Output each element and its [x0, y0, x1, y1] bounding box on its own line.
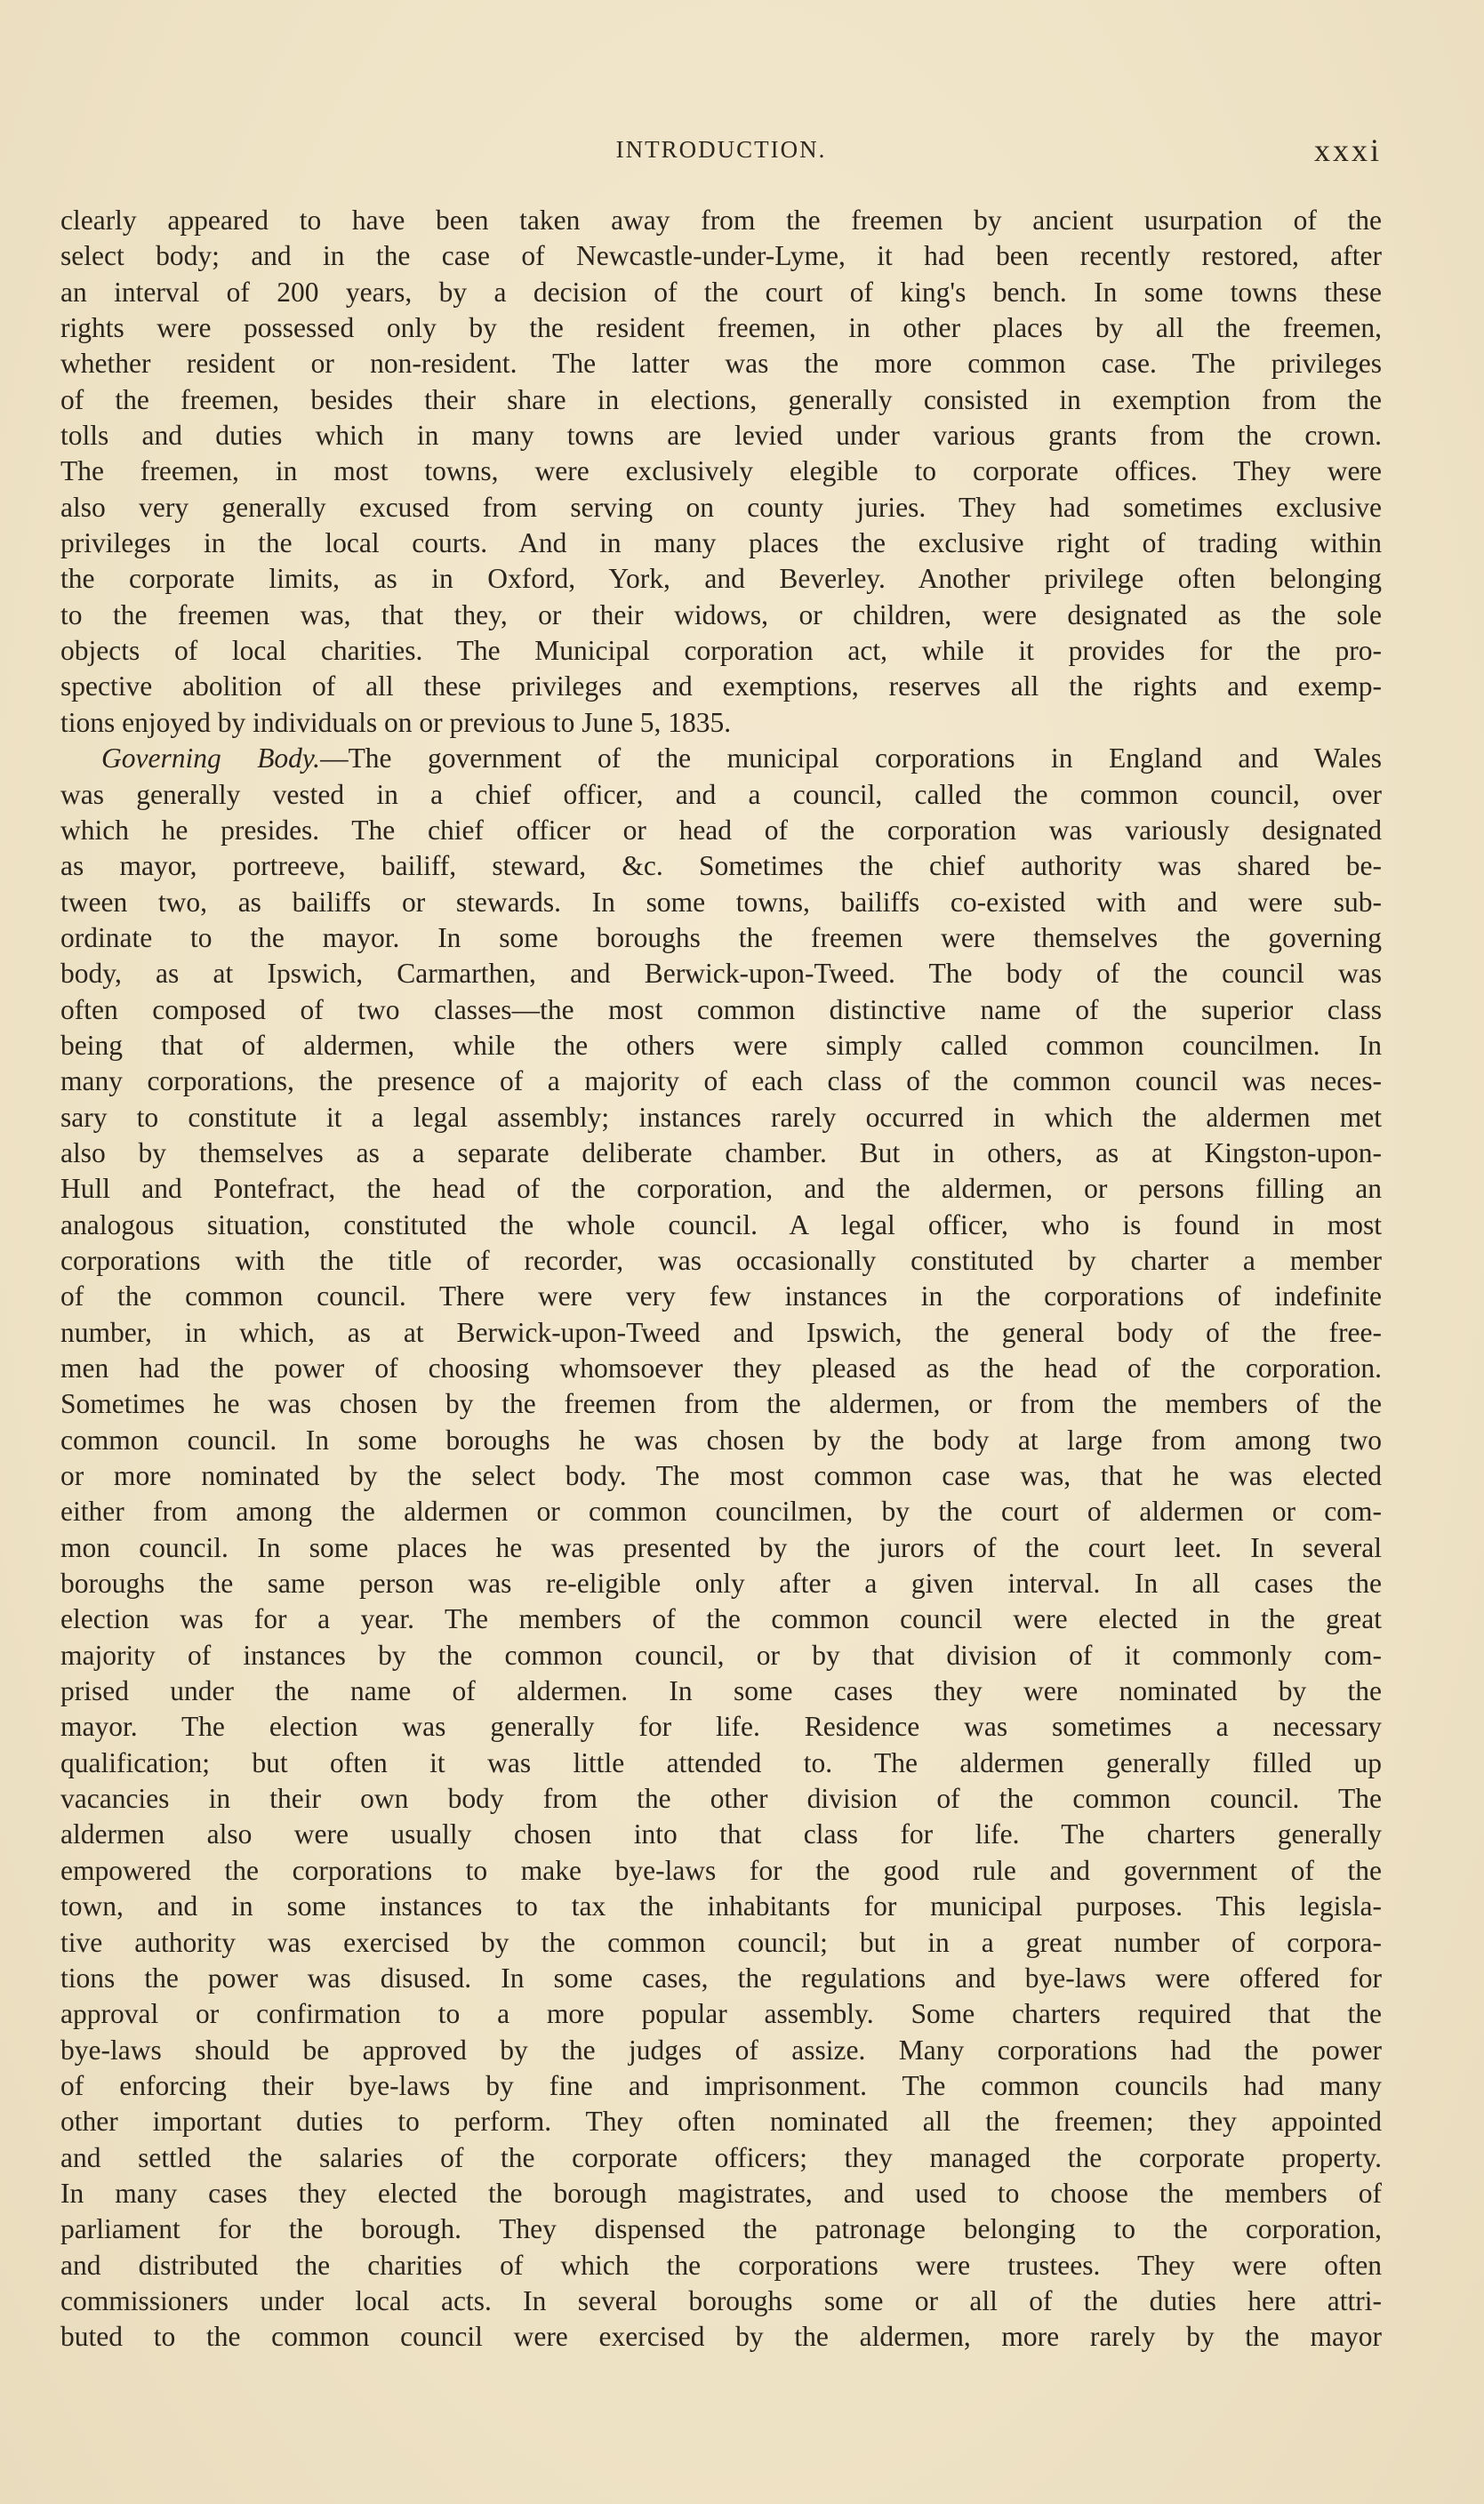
text-line: men had the power of choosing whomsoever they pleased as the head of the corporation. — [60, 1352, 1382, 1384]
text-line: as mayor, portreeve, bailiff, steward, &c. Sometimes the chief authority was shared be- — [60, 850, 1382, 882]
text-line: In many cases they elected the borough magistrates, and used to choose the members of — [60, 2177, 1382, 2209]
text-line: tween two, as bailiffs or stewards. In some towns, bailiffs co-existed with and were sub- — [60, 886, 1382, 918]
text-line: and settled the salaries of the corporate officers; they managed the corporate property. — [60, 2141, 1382, 2173]
text-line: whether resident or non-resident. The latter was the more common case. The privileges — [60, 348, 1382, 380]
text-line: tions enjoyed by individuals on or previous to June 5, 1835. — [60, 706, 732, 738]
text-line: ordinate to the mayor. In some boroughs the freemen were themselves the governing — [60, 921, 1382, 953]
running-head — [60, 132, 1382, 167]
text-line: analogous situation, constituted the whole council. A legal officer, who is found in most — [60, 1208, 1382, 1240]
text-line: which he presides. The chief officer or head of the corporation was variously designated — [60, 814, 1382, 846]
text-line: many corporations, the presence of a majority of each class of the common council was neces- — [60, 1065, 1382, 1097]
text-line: Hull and Pontefract, the head of the corporation, and the aldermen, or persons filling an — [60, 1173, 1382, 1205]
text-line: mayor. The election was generally for life. Residence was sometimes a necessary — [60, 1711, 1382, 1743]
text-line: Sometimes he was chosen by the freemen from the aldermen, or from the members of the — [60, 1388, 1382, 1420]
text-line: majority of instances by the common council, or by that division of it commonly com- — [60, 1639, 1382, 1671]
text-line: objects of local charities. The Municipal corporation act, while it provides for the pro- — [60, 635, 1382, 667]
text-line: bye-laws should be approved by the judges of assize. Many corporations had the power — [60, 2034, 1382, 2066]
text-line: of the common council. There were very few instances in the corporations of indefinite — [60, 1280, 1382, 1312]
text-line: tions the power was disused. In some cases, the regulations and bye-laws were offered for — [60, 1962, 1382, 1994]
section-heading-line — [60, 741, 1382, 776]
text-line: other important duties to perform. They often nominated all the freemen; they appointed — [60, 2106, 1382, 2138]
text-line: privileges in the local courts. And in many places the exclusive right of trading within — [60, 527, 1382, 559]
text-line: election was for a year. The members of the common council were elected in the great — [60, 1603, 1382, 1635]
text-line: approval or confirmation to a more popular assembly. Some charters required that the — [60, 1998, 1382, 2030]
text-line: aldermen also were usually chosen into that class for life. The charters generally — [60, 1818, 1382, 1850]
text-line: was generally vested in a chief officer, and a council, called the common council, over — [60, 778, 1382, 810]
text-line: town, and in some instances to tax the inhabitants for municipal purposes. This legisla- — [60, 1890, 1382, 1922]
text-line: empowered the corporations to make bye-laws for the good rule and government of the — [60, 1854, 1382, 1886]
text-line: vacancies in their own body from the other division of the common council. The — [60, 1783, 1382, 1815]
text-line: spective abolition of all these privileges and exemptions, reserves all the rights and exemp- — [60, 670, 1382, 702]
body-text — [60, 203, 1382, 2356]
text-line: corporations with the title of recorder, was occasionally constituted by charter a member — [60, 1244, 1382, 1276]
text-line: often composed of two classes—the most common distinctive name of the superior class — [60, 993, 1382, 1025]
text-line: tive authority was exercised by the common council; but in a great number of corpora- — [60, 1926, 1382, 1958]
page-number: xxxi — [1313, 132, 1382, 168]
text-line: being that of aldermen, while the others were simply called common councilmen. In — [60, 1029, 1382, 1061]
text-line: The freemen, in most towns, were exclusively elegible to corporate offices. They were — [60, 455, 1382, 487]
text-line: mon council. In some places he was presented by the jurors of the court leet. In several — [60, 1531, 1382, 1563]
text-line: the corporate limits, as in Oxford, York, and Beverley. Another privilege often belonging — [60, 563, 1382, 595]
text-line: number, in which, as at Berwick-upon-Tweed and Ipswich, the general body of the free- — [60, 1316, 1382, 1348]
text-line: to the freemen was, that they, or their widows, or children, were designated as the sole — [60, 598, 1382, 630]
text-line: parliament for the borough. They dispensed the patronage belonging to the corporation, — [60, 2213, 1382, 2245]
text-line: an interval of 200 years, by a decision of the court of king's bench. In some towns these — [60, 276, 1382, 308]
text-line: —The government of the municipal corporations in England and Wales — [320, 742, 1382, 774]
text-line: or more nominated by the select body. The most common case was, that he was elected — [60, 1460, 1382, 1492]
section-heading: Governing Body. — [101, 742, 321, 774]
text-line: buted to the common council were exercised by the aldermen, more rarely by the mayor — [60, 2321, 1382, 2353]
running-title: INTRODUCTION. — [615, 135, 827, 163]
text-line: also very generally excused from serving on county juries. They had sometimes exclusive — [60, 491, 1382, 523]
text-line: either from among the aldermen or common councilmen, by the court of aldermen or com- — [60, 1496, 1382, 1528]
text-line: rights were possessed only by the resident freemen, in other places by all the freemen, — [60, 312, 1382, 344]
text-line: tolls and duties which in many towns are levied under various grants from the crown. — [60, 420, 1382, 452]
text-line: boroughs the same person was re-eligible only after a given interval. In all cases the — [60, 1568, 1382, 1600]
text-line: of the freemen, besides their share in elections, generally consisted in exemption from the — [60, 383, 1382, 415]
text-line: qualification; but often it was little attended to. The aldermen generally filled up — [60, 1746, 1382, 1778]
text-line: common council. In some boroughs he was chosen by the body at large from among two — [60, 1424, 1382, 1456]
text-line: select body; and in the case of Newcastle-under-Lyme, it had been recently restored, after — [60, 240, 1382, 272]
text-line: body, as at Ipswich, Carmarthen, and Berwick-upon-Tweed. The body of the council was — [60, 958, 1382, 990]
text-line: prised under the name of aldermen. In some cases they were nominated by the — [60, 1675, 1382, 1707]
text-line: sary to constitute it a legal assembly; instances rarely occurred in which the aldermen met — [60, 1101, 1382, 1133]
text-line: of enforcing their bye-laws by fine and imprisonment. The common councils had many — [60, 2069, 1382, 2101]
text-line: also by themselves as a separate deliberate chamber. But in others, as at Kingston-upon- — [60, 1136, 1382, 1168]
text-line: commissioners under local acts. In several boroughs some or all of the duties here attri- — [60, 2284, 1382, 2316]
text-line: clearly appeared to have been taken away from the freemen by ancient usurpation of the — [60, 205, 1382, 236]
text-line: and distributed the charities of which the corporations were trustees. They were often — [60, 2249, 1382, 2281]
